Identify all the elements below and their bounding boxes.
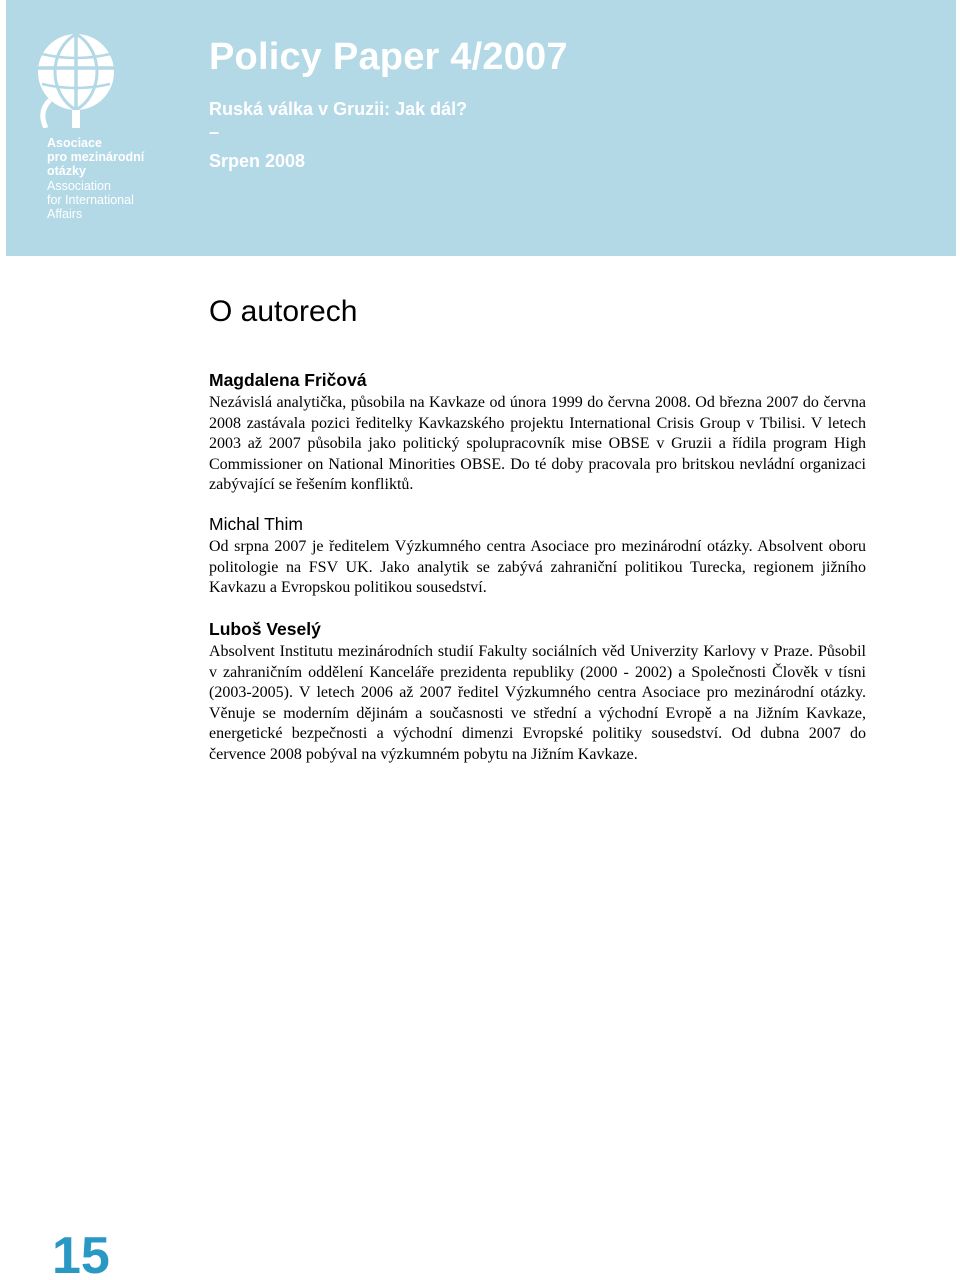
author-name: Luboš Veselý	[209, 619, 321, 639]
logo-line: Asociace	[47, 136, 102, 150]
globe-cross-icon	[36, 32, 116, 128]
page-number: 15	[52, 1227, 110, 1280]
logo-line: Affairs	[47, 207, 83, 222]
logo-line: pro mezinárodní	[47, 150, 145, 165]
author-name: Magdalena Fričová	[209, 370, 367, 390]
author-name: Michal Thim	[209, 514, 304, 534]
author-entry	[209, 618, 866, 766]
document-date: Srpen 2008	[209, 151, 306, 171]
logo-line: otázky	[47, 164, 86, 179]
author-entry	[209, 369, 866, 496]
organization-logo-text	[47, 136, 197, 221]
author-bio: Od srpna 2007 je ředitelem Výzkumného centra Asociace pro mezinárodní otázky. Absolvent oboru politologie na FSV UK. Jako analytik se zabývá zahraniční politikou Turecka, regionem jižního Kavkazu a Evropskou politikou sousedství.	[209, 538, 866, 597]
author-bio: Nezávislá analytička, působila na Kavkaze od února 1999 do června 2008. Od března 2007 do června 2008 zastávala pozici ředitelky Kavkazského projektu International Crisis Group v Tbilisi. V letech 2003 až 2007 působila jako politický spolupracovník mise OBSE v Gruzii a řídila program High Commissioner on National Minorities OBSE. Do té doby pracovala pro britskou nevládní organizaci zabývající se řešením konfliktů.	[209, 394, 866, 494]
section-title: O autorech	[209, 295, 358, 328]
subtitle-dash: –	[209, 122, 220, 142]
logo-line: Association	[47, 178, 111, 193]
document-subtitle: Ruská válka v Gruzii: Jak dál?	[209, 99, 468, 119]
document-title: Policy Paper 4/2007	[209, 36, 568, 78]
logo-line: for International	[47, 192, 134, 207]
author-bio: Absolvent Institutu mezinárodních studií Fakulty sociálních věd Univerzity Karlovy v Praze. Působil v zahraničním oddělení Kanceláře prezidenta republiky (2000 - 2002) a Společnosti Člověk v tísni (2003-2005). V letech 2006 až 2007 ředitel Výzkumného centra Asociace pro mezinárodní otázky. Věnuje se moderním dějinám a současnosti ve střední a východní Evropě a na Jižním Kavkaze, energetické bezpečnosti a východní dimenzi Evropské politiky sousedství. Od dubna 2007 do července 2008 pobýval na výzkumném pobytu na Jižním Kavkaze.	[209, 643, 866, 763]
author-entry	[209, 513, 866, 599]
